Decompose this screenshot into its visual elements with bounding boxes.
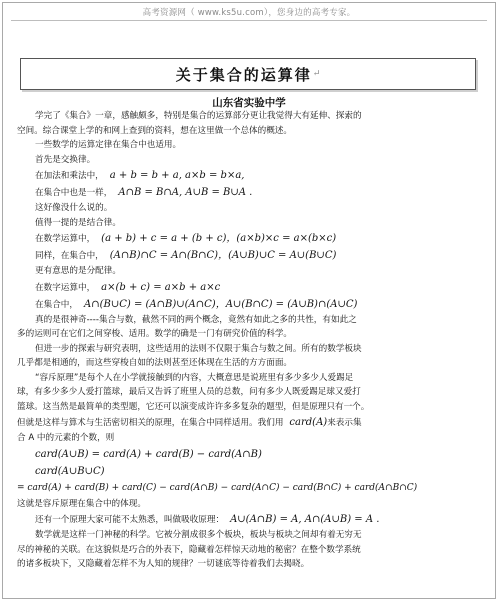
document-body — [17, 109, 487, 572]
body-line: 这就是容斥原理在集合中的体现。 — [17, 498, 146, 509]
body-line: 一些数学的运算定律在集合中也适用。 — [35, 140, 182, 150]
formula: a + b = b + a, a×b = b×a, — [109, 170, 245, 181]
formula-line — [17, 296, 487, 313]
body-line: 数学就是这样一门神秘的科学。它被分割成很多个板块，板块与板块之间却有着无穷无 — [35, 530, 362, 540]
body-line: 更有意思的是分配律。 — [35, 266, 121, 276]
body-line: 值得一提的是结合律。 — [35, 217, 121, 228]
body-line: 这好像没什么说的。 — [35, 203, 113, 213]
body-text: 同样，在集合中， — [35, 251, 104, 261]
body-line: 学完了《集合》一章，感触颇多，特别是集合的运算部分更让我觉得大有延伸、探索的 — [35, 111, 362, 121]
author-line: 山东省实验中学 — [212, 97, 286, 109]
body-text: 但就是这样与算术与生活密切相关的原理，在集合中同样适用。我们用 — [17, 418, 284, 428]
body-line: 但进一步的探索与研究表明，这些适用的法则不仅限于集合与数之间。所有的数学板块 — [35, 343, 362, 354]
document-page — [2, 2, 496, 599]
body-line: 的诸多板块下，又隐藏着怎样不为人知的规律？一切谜底等待着我们去揭晓。 — [17, 559, 310, 569]
body-line: 空间。综合课堂上学的和网上查到的资料，想在这里做一个总体的概述。 — [17, 125, 293, 136]
formula-line — [17, 167, 487, 184]
formula-line — [17, 247, 487, 264]
body-line: 首先是交换律。 — [35, 154, 96, 165]
formula: (a + b) + c = a + (b + c)，(a×b)×c = a×(b×c) — [101, 233, 337, 244]
formula: card(A∪B) = card(A) + card(B) − card(A∩B) — [35, 448, 262, 460]
body-line: 多的运则可在它们之间穿梭、适用。数学的确是一门有研究价值的科学。 — [17, 329, 293, 339]
body-line: 几乎都是相通的，而这些穿梭自如的法则甚至还体现在生活的方方面面。 — [17, 358, 293, 368]
body-text: 来表示集 — [327, 418, 362, 428]
body-text: 在数字运算中， — [35, 282, 96, 293]
formula-line — [17, 279, 487, 296]
formula-line — [17, 446, 487, 463]
formula-line — [17, 480, 487, 497]
body-text: 在数学运算中， — [35, 234, 96, 244]
body-text: 还有一个原理大家可能不太熟悉，叫做吸收原理： — [35, 515, 225, 525]
document-title: 关于集合的运算律 — [175, 65, 312, 84]
formula-line — [17, 184, 487, 201]
formula: A∩B = B∩A, A∪B = B∪A . — [118, 187, 253, 198]
formula: a×(b + c) = a×b + a×c — [101, 281, 221, 293]
formula: card(A) — [289, 417, 328, 428]
body-line: 合 A 中的元素的个数，则 — [17, 433, 115, 443]
body-line: “容斥原理”是每个人在小学就接触到的内容，大概意思是说班里有多少多少人爱踢足 — [35, 372, 354, 383]
body-line: 真的是很神奇----集合与数，截然不同的两个概念，竟然有如此之多的共性，有如此之 — [35, 314, 357, 325]
body-text: 在集合中也是一样， — [35, 188, 113, 198]
body-text: 在加法和乘法中， — [35, 171, 104, 181]
formula: (A∩B)∩C = A∩(B∩C)，(A∪B)∪C = A∪(B∪C) — [109, 250, 337, 261]
formula: = card(A) + card(B) + card(C) − card(A∩B) − card(A∩C) − card(B∩C) + card(A∩B∩C) — [17, 482, 418, 493]
formula: A∪(A∩B) = A, A∩(A∪B) = A . — [230, 514, 380, 525]
formula: A∩(B∪C) = (A∩B)∪(A∩C)，A∪(B∩C) = (A∪B)∩(A∪C) — [83, 298, 358, 310]
body-line: 篮球。这当然是最简单的类型题，它还可以演变成许许多多复杂的题型，但是原理只有一个。 — [17, 401, 370, 412]
title-box — [20, 58, 476, 90]
paragraph-mark: ↵ — [312, 69, 321, 79]
formula-line — [17, 414, 487, 431]
formula-line — [17, 230, 487, 247]
header-divider — [11, 20, 487, 21]
body-text: 在集合中， — [35, 299, 78, 310]
page-header: 高考资源网（ www.ks5u.com），您身边的高考专家。 — [142, 8, 356, 18]
body-line: 尽的神秘的关联。在这貌似是巧合的外表下，隐藏着怎样惊天动地的秘密？在整个数学系统 — [17, 544, 361, 555]
formula-line — [17, 463, 487, 480]
body-line: 球，有多少多少人爱打篮球，最后又告诉了班里人员的总数，问有多少人既爱踢足球又爱打 — [17, 387, 361, 397]
formula: card(A∪B∪C) — [35, 465, 105, 477]
formula-line — [17, 511, 487, 528]
